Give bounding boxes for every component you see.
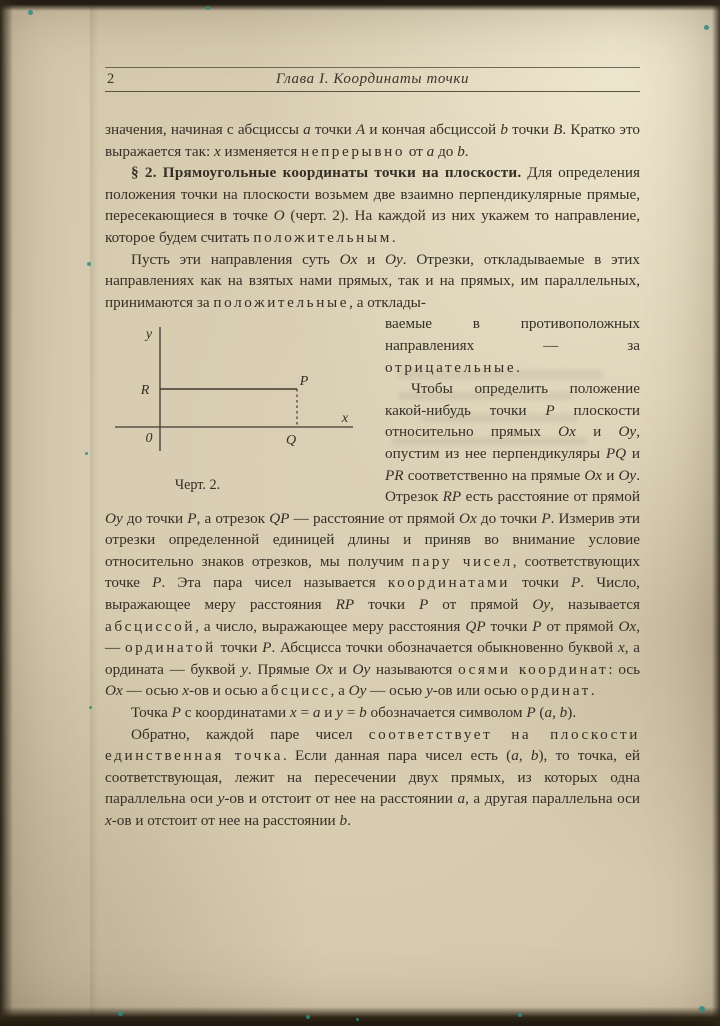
label-x-axis: x xyxy=(341,411,349,427)
text-segment-i: P xyxy=(152,574,162,592)
scan-speck xyxy=(206,6,210,10)
text-segment: и xyxy=(602,466,619,484)
label-point-R: R xyxy=(140,383,150,399)
scan-speck xyxy=(89,706,92,709)
text-segment: — расстояние от прямой xyxy=(289,509,460,527)
text-segment-sp: ординат xyxy=(520,682,591,700)
text-segment-sp: соответствует на плоскости единственная точка xyxy=(105,725,640,765)
text-segment-i: x xyxy=(289,704,297,722)
text-segment-i: Ox xyxy=(584,466,603,484)
text-segment-i: Oy xyxy=(618,423,637,441)
text-segment-i: a xyxy=(457,790,466,808)
text-segment: . Если данная пара чисел есть ( xyxy=(282,747,512,765)
text-segment-i: x xyxy=(182,682,190,700)
text-segment-i: a xyxy=(544,704,553,722)
text-segment: ), то точка, ей соответствующая, лежит на пересечении двух прямых, из которых одна параллельна оси xyxy=(105,747,641,808)
text-segment: Чтобы определить положение какой-нибудь точки xyxy=(385,380,640,419)
text-segment-i: Oy xyxy=(105,509,123,527)
header-rule-bottom xyxy=(105,91,640,92)
text-segment-sp: положительным xyxy=(253,228,392,246)
text-segment-i: RP xyxy=(442,488,462,506)
text-segment: точки xyxy=(215,639,263,657)
label-origin: 0 xyxy=(145,431,153,447)
text-segment: -ов или осью xyxy=(432,682,521,700)
text-segment-i: P xyxy=(571,574,581,592)
text-segment-b: § 2. Прямоугольные координаты точки на плоскости. xyxy=(131,164,522,182)
text-segment: Пусть эти направления суть xyxy=(131,250,340,268)
text-segment: , опустим из нее перпендикуляры xyxy=(385,423,640,462)
scan-speck xyxy=(28,10,33,15)
body-text xyxy=(105,119,640,832)
text-segment-sp: абсциссой xyxy=(105,617,196,635)
text-segment: , а отрезок xyxy=(196,509,270,527)
text-segment: есть расстояние от прямой xyxy=(461,488,640,506)
text-segment-i: a xyxy=(312,704,321,722)
text-segment: Точка xyxy=(131,704,172,722)
text-segment-i: P xyxy=(526,704,536,722)
text-segment-sp: непрерывно xyxy=(301,142,406,160)
text-segment: от прямой xyxy=(541,617,619,635)
text-segment: до точки xyxy=(122,509,188,527)
text-segment-i: a xyxy=(511,747,519,765)
text-segment: и xyxy=(320,704,337,722)
text-segment-i: b xyxy=(559,704,568,722)
text-segment-i: P xyxy=(419,596,429,614)
text-segment-sp: ординатой xyxy=(124,639,216,657)
text-segment-i: a xyxy=(303,121,311,138)
text-segment: (черт. 2). На каждой из них укажем то направление, которое будем считать xyxy=(105,207,640,246)
scan-speck xyxy=(87,262,91,266)
label-point-P: P xyxy=(299,374,309,390)
text-segment-i: y xyxy=(241,660,248,678)
text-segment-i: O xyxy=(273,207,285,225)
text-segment: . xyxy=(391,228,396,246)
text-segment: ваемые в противоположных направлениях — за xyxy=(385,315,640,354)
text-segment-i: x xyxy=(214,142,221,160)
text-segment: и xyxy=(332,660,353,678)
label-point-Q: Q xyxy=(285,433,297,449)
text-segment-sp: пару чисел xyxy=(411,552,513,570)
text-segment: , а xyxy=(330,682,349,700)
header-row xyxy=(105,68,640,91)
text-segment: = xyxy=(342,704,360,722)
scan-speck xyxy=(699,1006,705,1012)
text-segment: обозначается символом xyxy=(366,704,527,722)
text-segment-i: RP xyxy=(335,596,355,614)
text-segment: — осью xyxy=(366,682,426,700)
paragraph xyxy=(105,119,640,162)
text-segment: . Эта пара чисел называется xyxy=(161,574,388,592)
text-segment-i: b xyxy=(457,142,465,160)
text-segment: -ов и отстоит от нее на расстоянии xyxy=(224,790,458,808)
text-segment: ). xyxy=(567,704,577,722)
text-segment-i: QP xyxy=(269,509,290,527)
text-segment: . xyxy=(590,682,595,700)
text-segment: . Прямые xyxy=(247,660,316,678)
text-segment-i: b xyxy=(339,812,348,829)
text-segment: , а число, выражающее меру расстояния xyxy=(195,617,466,635)
paragraph xyxy=(105,724,640,832)
figure-chart-2 xyxy=(105,321,373,497)
scan-edge-left xyxy=(0,0,13,1026)
text-segment-i: Ox xyxy=(105,682,123,700)
scan-speck xyxy=(356,1018,359,1021)
text-segment: -ов и осью xyxy=(189,682,262,700)
text-segment-i: Ox xyxy=(339,250,358,268)
text-segment-i: P xyxy=(171,704,181,722)
scan-edge-bottom xyxy=(0,1007,720,1026)
text-segment: изменяется xyxy=(220,142,302,160)
text-segment: -ов и отстоит от нее на расстоянии xyxy=(111,812,340,829)
text-segment: , а ордината — буквой xyxy=(105,639,640,678)
text-segment: = xyxy=(296,704,313,722)
text-segment-i: y xyxy=(336,704,343,722)
text-segment: от прямой xyxy=(428,596,533,614)
text-segment-i: Oy xyxy=(532,596,551,614)
text-segment-i: Ox xyxy=(558,423,576,441)
text-segment-i: Oy xyxy=(352,660,371,678)
scan-edge-right xyxy=(712,0,720,1026)
text-segment: . Число, выражающее меру расстояния xyxy=(105,574,640,614)
text-segment: плоскости относительно прямых xyxy=(385,401,640,441)
text-segment-i: Oy xyxy=(618,466,637,484)
text-segment-i: y xyxy=(425,682,433,700)
text-segment: . Отрезки, откладываемые в этих направлениях как на взятых нами прямых, так и на прямых, им параллельных, принимаются за xyxy=(105,250,640,311)
text-segment: Для определения положения точки на плоскости возьмем две взаимно перпендикулярные прямые, пересекающиеся в точке xyxy=(105,164,640,225)
text-segment: — осью xyxy=(122,682,183,700)
label-y-axis: y xyxy=(145,327,153,343)
text-segment: , xyxy=(518,747,531,765)
text-segment-sp: отрицательные xyxy=(385,358,517,376)
scan-speck xyxy=(306,1015,310,1019)
text-segment-i: P xyxy=(532,617,542,635)
paragraph xyxy=(105,702,640,724)
text-segment: Обратно, каждой паре чисел xyxy=(131,725,369,743)
text-segment: . Измерив эти отрезки определенной единицей длины и приняв во внимание условие относительно знаков отрезков, мы получим xyxy=(105,509,640,570)
text-segment: ( xyxy=(535,704,545,722)
text-segment-i: x xyxy=(105,812,112,829)
text-segment-i: Ox xyxy=(459,509,477,527)
text-segment: точки xyxy=(310,121,356,138)
text-segment-i: b xyxy=(500,121,508,138)
text-segment: точки xyxy=(354,596,419,614)
text-segment: , xyxy=(552,704,560,722)
coordinate-axes-figure xyxy=(105,321,363,461)
paragraph xyxy=(105,249,640,314)
text-segment: . xyxy=(347,812,351,829)
scan-speck xyxy=(518,1013,522,1017)
scan-speck xyxy=(118,1011,123,1016)
text-segment-i: b xyxy=(359,704,367,722)
scan-speck xyxy=(85,452,88,455)
text-segment: до точки xyxy=(476,509,542,527)
text-segment-sp: положительные xyxy=(213,293,350,311)
text-segment: точки xyxy=(485,617,533,635)
text-segment-sp: координатами xyxy=(387,574,510,592)
text-segment: называются xyxy=(370,660,459,678)
text-segment: , а другая параллельна оси xyxy=(465,790,640,808)
text-segment-i: y xyxy=(217,790,225,808)
text-segment: с координатами xyxy=(180,704,290,722)
text-segment-i: Ox xyxy=(618,617,637,635)
text-segment-i: a xyxy=(426,142,435,160)
text-segment: и xyxy=(575,423,619,441)
scan-speck xyxy=(704,25,709,30)
figure-caption: Черт. 2. xyxy=(174,477,221,494)
text-segment: и кончая абсциссой xyxy=(365,121,501,138)
page-header xyxy=(105,67,640,92)
text-segment-i: P xyxy=(545,401,555,419)
text-segment: значения, начиная с абсциссы xyxy=(105,121,304,138)
text-segment: , называется xyxy=(550,596,640,614)
text-segment-i: PR xyxy=(385,466,404,484)
text-segment-i: P xyxy=(541,509,551,527)
running-title: Глава I. Координаты точки xyxy=(275,71,470,87)
text-segment: от xyxy=(405,142,427,160)
paragraph xyxy=(105,162,640,248)
text-segment: точки xyxy=(507,121,554,138)
text-segment: , — xyxy=(105,617,640,657)
text-segment: . xyxy=(516,358,520,376)
text-segment-i: P xyxy=(187,509,197,527)
text-segment-i: b xyxy=(530,747,539,765)
text-segment: и xyxy=(626,444,640,462)
text-segment-i: A xyxy=(355,121,366,138)
scan-edge-top xyxy=(0,0,720,11)
text-segment: , соответствующих точке xyxy=(105,552,640,592)
text-segment: , а отклады- xyxy=(349,293,426,311)
text-segment-i: QP xyxy=(465,617,486,635)
text-segment: и xyxy=(357,250,386,268)
text-segment: точки xyxy=(509,574,572,592)
page-number: 2 xyxy=(107,71,115,87)
text-segment: . xyxy=(464,142,469,160)
text-segment-i: Oy xyxy=(385,250,403,268)
text-segment-sp: осями координат xyxy=(458,660,609,678)
text-segment-i: B xyxy=(553,121,563,138)
text-segment: . Отрезок xyxy=(385,466,640,506)
text-segment-i: P xyxy=(262,639,272,657)
text-segment-i: PQ xyxy=(605,444,627,462)
text-segment: . Кратко это выражается так: xyxy=(105,121,640,160)
paragraphs-before-figure xyxy=(105,119,640,313)
text-segment-sp: абсцисс xyxy=(261,682,331,700)
text-segment-i: Ox xyxy=(315,660,333,678)
text-segment: соответственно на прямые xyxy=(403,466,585,484)
text-segment-i: Oy xyxy=(348,682,367,700)
text-segment: : ось xyxy=(608,660,640,678)
page-fold-shadow xyxy=(90,0,98,1026)
text-segment: . Абсцисса точки обозначается обыкновенно буквой xyxy=(271,639,618,657)
text-segment: до xyxy=(434,142,458,160)
text-segment-i: x xyxy=(617,639,625,657)
